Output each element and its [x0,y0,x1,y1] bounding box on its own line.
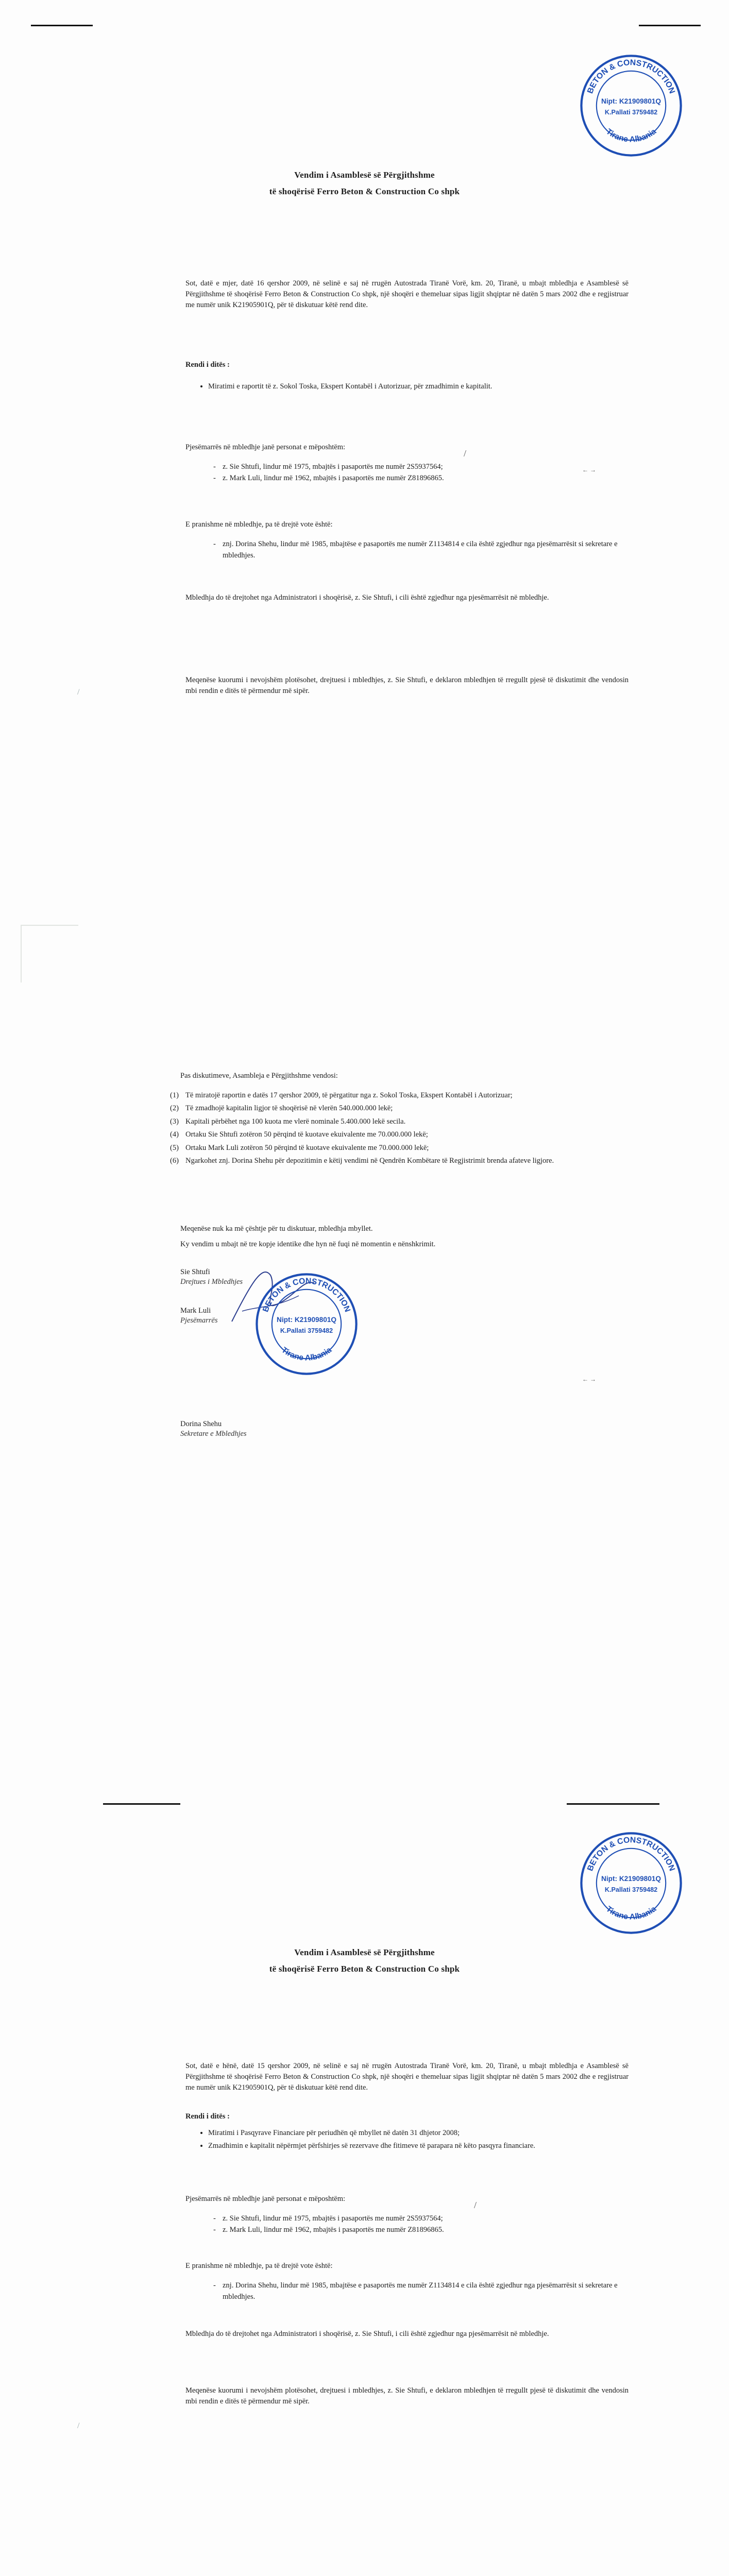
svg-text:Tirane Albania: Tirane Albania [604,1904,658,1922]
participants-list [211,2213,635,2236]
signer-role: Drejtues i Mbledhjes [180,1277,243,1286]
list-item: (6) Ngarkohet znj. Dorina Shehu për depozitimin e këtij vendimi në Qendrën Kombëtare të Regjistrimit brenda afateve ligjore. [170,1157,554,1165]
signer-role: Pjesëmarrës [180,1316,218,1325]
pen-tick: / [474,2200,477,2210]
company-stamp [577,52,685,160]
attendee-list [211,538,635,562]
list-item: (4) Ortaku Sie Shtufi zotëron 50 përqind të kuotave ekuivalente me 70.000.000 lekë; [170,1130,428,1139]
attendee-label: E pranishme në mbledhje, pa të drejtë vote është: [185,2262,333,2270]
participants-list [211,461,635,484]
svg-text:K.Pallati 3759482: K.Pallati 3759482 [280,1327,333,1334]
signature-block-secretary [180,1419,247,1439]
agenda-list [196,2128,631,2154]
list-item: • Miratimi e raportit të z. Sokol Toska, Ekspert Kontabël i Autorizuar, për zmadhimin e kapitalit. [208,381,631,392]
intro-paragraph: Sot, datë e mjer, datë 16 qershor 2009, në selinë e saj në rrugën Autostrada Tiranë Vorë, km. 20, Tiranë, u mbajt mbledhja e Asamblesë së Përgjithshme të shoqërisë Ferro Beton & Construction Co shpk, një shoqëri e themeluar sipas ligjit shqiptar në datën 5 mars 2002 dhe e regjistruar me numër unik K21905901Q, për të diskutuar këtë rend dite. [185,279,629,310]
signer-role: Sekretare e Mbledhjes [180,1429,247,1438]
svg-text:BETON & CONSTRUCTION: BETON & CONSTRUCTION [586,1836,676,1873]
signer-name: Dorina Shehu [180,1420,222,1428]
agenda-label: Rendi i ditës : [185,2112,230,2121]
list-item: (5) Ortaku Mark Luli zotëron 50 përqind të kuotave ekuivalente me 70.000.000 lekë; [170,1143,429,1152]
svg-text:Nipt: K21909801Q: Nipt: K21909801Q [601,97,661,105]
list-item: - znj. Dorina Shehu, lindur më 1985, mbajtëse e pasaportës me numër Z1134814 e cila është zgjedhur nga pjesëmarrësit si sekretare e mbledhjes. [223,538,635,562]
list-item: - z. Mark Luli, lindur më 1962, mbajtës i pasaportës me numër Z81896865. [223,472,635,484]
list-item: • Zmadhimin e kapitalit nëpërmjet përfshirjes së rezervave dhe fitimeve të parapara në këto pasqyra financiare. [208,2141,631,2151]
closing-line: Meqenëse nuk ka më çështje për tu diskutuar, mbledhja mbyllet. [180,1225,373,1233]
decisions-label: Pas diskutimeve, Asambleja e Përgjithshme vendosi: [180,1072,338,1080]
signer-name: Mark Luli [180,1307,211,1315]
company-stamp [577,1829,685,1937]
agenda-list [196,381,631,394]
document-page-1 [0,0,729,904]
participants-label: Pjesëmarrës në mbledhje janë personat e mëposhtëm: [185,2195,346,2203]
pen-tick: / [77,2421,80,2430]
participants-label: Pjesëmarrës në mbledhje janë personat e mëposhtëm: [185,443,346,451]
attendee-label: E pranishme në mbledhje, pa të drejtë vote është: [185,520,333,529]
scan-edge-mark [31,25,93,26]
svg-text:Nipt: K21909801Q: Nipt: K21909801Q [277,1315,336,1324]
copies-note: Ky vendim u mbajt në tre kopje identike dhe hyn në fuqi në momentin e nënshkrimit. [180,1240,436,1248]
intro-paragraph: Sot, datë e hënë, datë 15 qershor 2009, në selinë e saj në rrugën Autostrada Tiranë Vorë, km. 20, Tiranë, u mbajt mbledhja e Asamblesë së Përgjithshme të shoqërisë Ferro Beton & Construction Co shpk, një shoqëri e themeluar sipas ligjit shqiptar në datën 5 mars 2002 dhe e regjistruar me numër unik K21905901Q, për të diskutuar këtë rend dite. [185,2062,629,2092]
svg-text:Tirane Albania: Tirane Albania [604,127,658,144]
svg-text:Tirane Albania: Tirane Albania [280,1345,333,1363]
margin-mark: ← → [582,466,596,473]
svg-text:K.Pallati 3759482: K.Pallati 3759482 [604,1886,658,1893]
chair-paragraph: Mbledhja do të drejtohet nga Administratori i shoqërisë, z. Sie Shtufi, i cili është zgjedhur nga pjesëmarrësit në mbledhje. [185,2330,549,2338]
quorum-paragraph: Meqenëse kuorumi i nevojshëm plotësohet, drejtuesi i mbledhjes, z. Sie Shtufi, e deklaron mbledhjen të rregullt pjesë të diskutimit dhe vendosin mbi rendin e ditës të përmendur më sipër. [185,676,629,696]
chair-paragraph: Mbledhja do të drejtohet nga Administratori i shoqërisë, z. Sie Shtufi, i cili është zgjedhur nga pjesëmarrësit në mbledhje. [185,594,549,602]
document-page-2 [0,904,729,1808]
signer-name: Sie Shtufi [180,1268,210,1276]
decisions-list [170,1090,623,1168]
list-item: (1) Të miratojë raportin e datës 17 qershor 2009, të përgatitur nga z. Sokol Toska, Ekspert Kontabël i Autorizuar; [170,1091,513,1099]
signature-block-participant [180,1306,218,1326]
list-item: • Miratimi i Pasqyrave Financiare për periudhën që mbyllet në datën 31 dhjetor 2008; [208,2128,631,2139]
scan-corner-mark [21,925,78,982]
company-stamp [252,1270,361,1378]
quorum-paragraph: Meqenëse kuorumi i nevojshëm plotësohet, drejtuesi i mbledhjes, z. Sie Shtufi, e deklaron mbledhjen të rregullt pjesë të diskutimit dhe vendosin mbi rendin e ditës të përmendur më sipër. [185,2386,629,2406]
list-item: - z. Mark Luli, lindur më 1962, mbajtës i pasaportës me numër Z81896865. [223,2224,635,2235]
svg-text:Nipt: K21909801Q: Nipt: K21909801Q [601,1874,661,1883]
list-item: (2) Të zmadhojë kapitalin ligjor të shoqërisë në vlerën 540.000.000 lekë; [170,1104,393,1113]
page-title: Vendim i Asamblesë së Përgjithshme [294,170,435,180]
page-title: Vendim i Asamblesë së Përgjithshme [294,1947,435,1957]
pen-tick: / [77,688,80,697]
svg-text:K.Pallati 3759482: K.Pallati 3759482 [604,108,658,116]
margin-mark: ← → [582,1376,596,1383]
scan-edge-mark [567,1803,659,1805]
list-item: (3) Kapitali përbëhet nga 100 kuota me vlerë nominale 5.400.000 lekë secila. [170,1117,406,1126]
list-item: - znj. Dorina Shehu, lindur më 1985, mbajtëse e pasaportës me numër Z1134814 e cila është zgjedhur nga pjesëmarrësit si sekretare e mbledhjes. [223,2280,635,2303]
document-page-3 [0,1808,729,2576]
attendee-list [211,2280,635,2303]
list-item: - z. Sie Shtufi, lindur më 1975, mbajtës i pasaportës me numër 2S5937564; [223,461,635,472]
svg-text:BETON & CONSTRUCTION: BETON & CONSTRUCTION [261,1277,352,1314]
page-subtitle: të shoqërisë Ferro Beton & Construction Co shpk [269,1964,460,1974]
scan-edge-mark [103,1803,180,1805]
list-item: - z. Sie Shtufi, lindur më 1975, mbajtës i pasaportës me numër 2S5937564; [223,2213,635,2224]
scan-edge-mark [639,25,701,26]
pen-tick: / [464,448,467,459]
agenda-label: Rendi i ditës : [185,361,230,369]
page-subtitle: të shoqërisë Ferro Beton & Construction Co shpk [269,187,460,196]
svg-text:BETON & CONSTRUCTION: BETON & CONSTRUCTION [586,58,676,95]
